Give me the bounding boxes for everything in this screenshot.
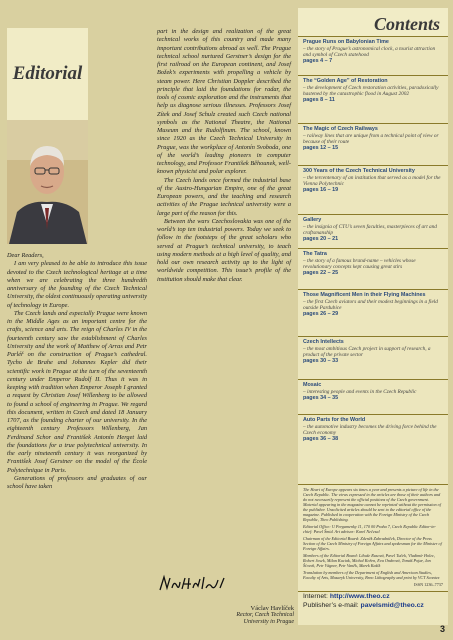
toc-description: – the story of a famous brand-name – vehicles whose revolutionary concepts kept causing great stirs	[303, 257, 416, 270]
toc-title: The Tatra	[303, 251, 327, 257]
internet-label: Internet:	[303, 593, 328, 600]
editorial-left-column	[7, 252, 147, 491]
contents-panel	[298, 36, 448, 625]
toc-item[interactable]	[298, 414, 448, 443]
handwritten-signature	[158, 574, 228, 596]
toc-description: – the tercentenary of an institution that served as a model for the Vienna Polytechnic	[303, 174, 441, 187]
editorial-paragraph: Generations of professors and graduates of our school have taken	[7, 474, 147, 490]
editorial-paragraph: The Czech lands and especially Prague were known in the Middle Ages as an important centre for the crafts, science and arts. The reign of Charles IV in the fourteenth century saw the establishment of Charles University and the work of Matthew of Arras and Petr Parléř on the construction of Prague’s cathedral. Tycho de Brahe and Johannes Kepler did their scientific work in Prague at the turn of the seventeenth century under Emperor Rudolf II. Thus it was in keeping with tradition when Emperor Joseph I granted a request by Christian Josef Willenberg to be allowed to found a school of engineering in Prague. We regard this document, written in Czech and dated 18 January 1707, as the founding charter of our university. In the eighteenth century Professors Willenberg, Jan Ferdinand Schor and František Antonín Herget laid the foundations for a true polytechnical university. In the early nineteenth century it was reorganized by František Josef Gerstner on the model of the École Polytechnique in Paris.	[7, 309, 147, 474]
website-link[interactable]: http://www.theo.cz	[329, 593, 390, 600]
toc-item[interactable]	[298, 336, 448, 365]
contents-heading-box	[298, 8, 448, 36]
editorial-paragraph: The Czech lands once formed the industrial base of the Austro-Hungarian Empire, one of the great European powers, and the teaching and research activities of the Prague technical university were a large part of the reason for this.	[157, 176, 291, 217]
signatory-institution: University in Prague	[243, 619, 294, 625]
signature-block	[224, 605, 294, 626]
toc-pages: pages 34 – 35	[303, 394, 339, 401]
toc-item[interactable]	[298, 165, 448, 194]
toc-pages: pages 16 – 19	[303, 187, 339, 193]
internet-line	[303, 592, 443, 601]
toc-description: – interesting people and events in the Czech Republic	[303, 388, 417, 395]
toc-title: Prague Runs on Babylonian Time	[303, 39, 389, 45]
toc-item[interactable]	[298, 214, 448, 243]
issn: ISSN 1236–7737	[414, 582, 443, 587]
toc-description: – the story of Prague’s astronomical clock, a tourist attraction and symbol of Czech statehood	[303, 45, 436, 58]
imprint	[298, 484, 448, 589]
editorial-paragraph: I am very pleased to be able to introduce this issue devoted to the Czech technological heritage at a time when we are celebrating the three hundredth anniversary of the founding of the Czech Technical University, the oldest continuously operating university of technology in Europe.	[7, 260, 147, 309]
imprint-text: Editorial Office: U Pergamenky 11, 170 00 Praha 7, Czech Republic Editor-in-chief: Pavel Šmid. Art advisor: Karel Nečesal	[303, 524, 436, 534]
toc-title: Gallery	[303, 217, 322, 223]
toc-pages: pages 26 – 29	[303, 311, 339, 317]
toc-pages: pages 4 – 7	[303, 58, 333, 64]
toc-description: – the automotive industry becomes the driving force behind the Czech economy	[303, 423, 437, 436]
imprint-text: Translation by members of the Department of English and American Studies, Faculty of Arts, Masaryk University, Brno Lithography and print by VCT Scontex	[303, 570, 440, 580]
footer-links	[298, 591, 448, 610]
toc-description: – the insignia of CTU’s seven faculties, masterpieces of art and craftsmanship	[303, 223, 437, 236]
signatory-name: Václav Havlíček	[250, 605, 294, 612]
toc-pages: pages 36 – 38	[303, 436, 339, 442]
toc-pages: pages 8 – 11	[303, 97, 335, 103]
toc-description: – railway lines that are unique from a technical point of view or because of their route	[303, 132, 439, 145]
editorial-paragraph: part in the design and realization of the great technical works of this country and made many important contributions abroad as well. The Prague technical school nurtured Gerstner’s design for the first railroad on the European continent, and Josef Božek’s experiments with propelling a vehicle by steam power. Here Christian Doppler described the principle that laid the foundations for radar, the tools of cosmic exploration and the instruments that help us diagnose serious illnesses. Professors Josef Zítek and Josef Schulz created such Czech national symbols as the National Theatre, the National Museum and the Rudolfinum. The school, known since 1920 as the Czech Technical University in Prague, was the workplace of Antonín Svoboda, one of the world’s leading pioneers in computer technology, and Professor František Běhounek, well-known physicist and polar explorer.	[157, 28, 291, 176]
toc-description: – the most ambitious Czech project in support of research, a product of the private sector	[303, 345, 431, 358]
rector-portrait	[7, 120, 88, 244]
toc-item[interactable]	[298, 248, 448, 277]
toc-item[interactable]	[298, 123, 448, 152]
editorial-middle-column	[157, 28, 291, 284]
toc-title: Those Magnificent Men in their Flying Machines	[303, 292, 426, 298]
toc-pages: pages 30 – 33	[303, 358, 339, 364]
contents-heading: Contents	[373, 14, 440, 34]
toc-pages: pages 12 – 15	[303, 145, 339, 151]
toc-item[interactable]	[298, 379, 448, 401]
toc-pages: pages 20 – 21	[303, 236, 339, 242]
toc-description: – the development of Czech restoration activities, paradoxically hastened by the catastrophic flood in August 2002	[303, 84, 439, 97]
imprint-text: The Heart of Europe appears six times a year and presents a picture of life in the Czech Republic. The views expressed in the articles are those of their authors and do not necessarily represent the official positions of the Czech government. Material appearing in the magazine cannot be reprinted without the permission of the publisher. Unsolicited articles should be sent to the editorial office of the magazine. Published in cooperation with the Foreign Ministry of the Czech Republic, Theo Publishing.	[303, 487, 441, 522]
toc-title: 300 Years of the Czech Technical University	[303, 168, 415, 174]
email-label: Publisher’s e-mail:	[303, 602, 359, 609]
email-line	[303, 601, 443, 610]
toc-item[interactable]	[298, 36, 448, 65]
toc-title: The “Golden Age” of Restoration	[303, 78, 388, 84]
toc-title: Czech Intellects	[303, 339, 344, 345]
page-number: 3	[439, 624, 445, 634]
toc-title: Auto Parts for the World	[303, 417, 366, 423]
salutation: Dear Readers,	[7, 252, 44, 259]
toc-description: – the first Czech aviators and their modest beginnings in a field outside Pardubice	[303, 298, 438, 311]
imprint-text: Chairman of the Editorial Board: Zdeněk Zahradníček, Director of the Press Section of the Czech Ministry of Foreign Affairs and spokesman for the Minister of Foreign Affairs.	[303, 536, 442, 551]
toc-pages: pages 22 – 25	[303, 270, 339, 276]
email-link[interactable]: pavelsmid@theo.cz	[360, 602, 424, 609]
editorial-heading: Editorial	[12, 63, 83, 84]
editorial-paragraph: Between the wars Czechoslovakia was one of the world’s top ten industrial powers. Today we seek to follow in the footsteps of the great scholars who served at Prague’s technical university, to teach using modern methods at a high level of quality, and hold our own research activity up to the light of worldwide competition. This issue’s profile of the institution should make that clear.	[157, 217, 291, 283]
toc-title: Mosaic	[303, 382, 322, 388]
toc-title: The Magic of Czech Railways	[303, 126, 378, 132]
toc-item[interactable]	[298, 289, 448, 318]
signatory-title: Rector, Czech Technical	[236, 612, 294, 618]
imprint-text: Members of the Editorial Board: Libuše Rusová, Pavel Tuček, Vladimír Holec, Robert Josek, Milan Kuciak, Michal Kořen, Eva Ondrová, Tomáš Pojar, Jan Šťovek, Petr Vágner, Petr Vaněk, Marek Kašík	[303, 553, 436, 568]
editorial-heading-box	[7, 28, 88, 120]
toc-item[interactable]	[298, 75, 448, 104]
